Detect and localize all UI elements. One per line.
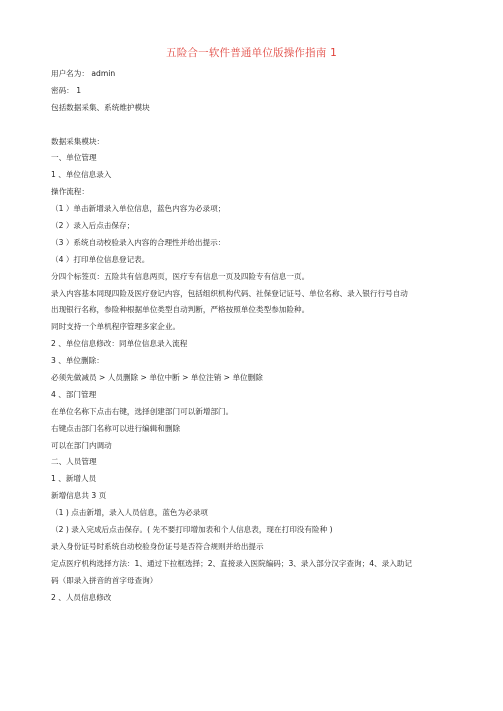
text-line: 2 、单位信息修改：同单位信息录入流程 — [51, 339, 188, 349]
text-line: 2 、人员信息修改 — [51, 592, 112, 602]
text-line: 可以在部门内调动 — [51, 440, 112, 450]
text-line: （1 ) 点击新增，录入人员信息，蓝色为必录项 — [51, 508, 208, 518]
text-line: 1 、单位信息录入 — [51, 170, 112, 180]
text-line: （4 ）打印单位信息登记表。 — [51, 254, 150, 264]
text-line: （2 ) 录入完成后点击保存。( 先不要打印增加表和个人信息表，现在打印没有险种 ) — [51, 525, 333, 535]
text-line: 用户名为： admin — [51, 69, 116, 78]
text-line: 新增信息共 3 页 — [51, 491, 107, 501]
text-line: 在单位名称下点击右键，选择创建部门可以新增部门。 — [51, 406, 234, 416]
text-line: 录入身份证号时系统自动校验身份证号是否符合规则并给出提示 — [51, 541, 264, 551]
text-line: 分四个标签页：五险共有信息两页，医疗专有信息一页及四险专有信息一页。 — [51, 271, 310, 281]
text-line: 3 、单位删除： — [51, 356, 104, 366]
document-title: 五险合一软件普通单位版操作指南 1 — [166, 47, 337, 59]
text-line: 1 、新增人员 — [51, 474, 97, 484]
text-line: （2 ）录入后点击保存； — [51, 221, 135, 231]
text-line: 4 、部门管理 — [51, 389, 97, 399]
text-line: 数据采集模块： — [51, 136, 105, 146]
text-line: 二、人员管理 — [51, 457, 97, 467]
text-line: 包括数据采集、系统维护模块 — [51, 102, 150, 112]
text-line: 出现银行名称，参险种根据单位类型自动判断，严格按照单位类型参加险种。 — [51, 305, 310, 315]
text-line: 录入内容基本同现四险及医疗登记内容，包括组织机构代码、社保登记证号、单位名称、录入银行行号自动 — [51, 288, 408, 298]
text-line: 同时支持一个单机程序管理多家企业。 — [51, 322, 181, 332]
document-body — [51, 66, 471, 607]
text-line: （3 ）系统自动校验录入内容的合理性并给出提示： — [51, 237, 226, 247]
text-line: 操作流程： — [51, 187, 89, 197]
text-line: （1 ）单击新增录入单位信息，蓝色内容为必录项； — [51, 204, 226, 214]
text-line: 一、单位管理 — [51, 153, 97, 163]
text-line: 右键点击部门名称可以进行编辑和删除 — [51, 423, 181, 433]
text-line: 密码： 1 — [51, 85, 82, 95]
text-line: 码（即录入拼音的首字母查询） — [51, 575, 158, 585]
text-line: 必须先做减员 > 人员删除 > 单位中断 > 单位注销 > 单位删除 — [51, 373, 263, 383]
text-line: 定点医疗机构选择方法：1、通过下拉框选择；2、直接录入医院编码；3、录入部分汉字查询；4、录入助记 — [51, 558, 413, 568]
blank-line — [51, 117, 471, 134]
